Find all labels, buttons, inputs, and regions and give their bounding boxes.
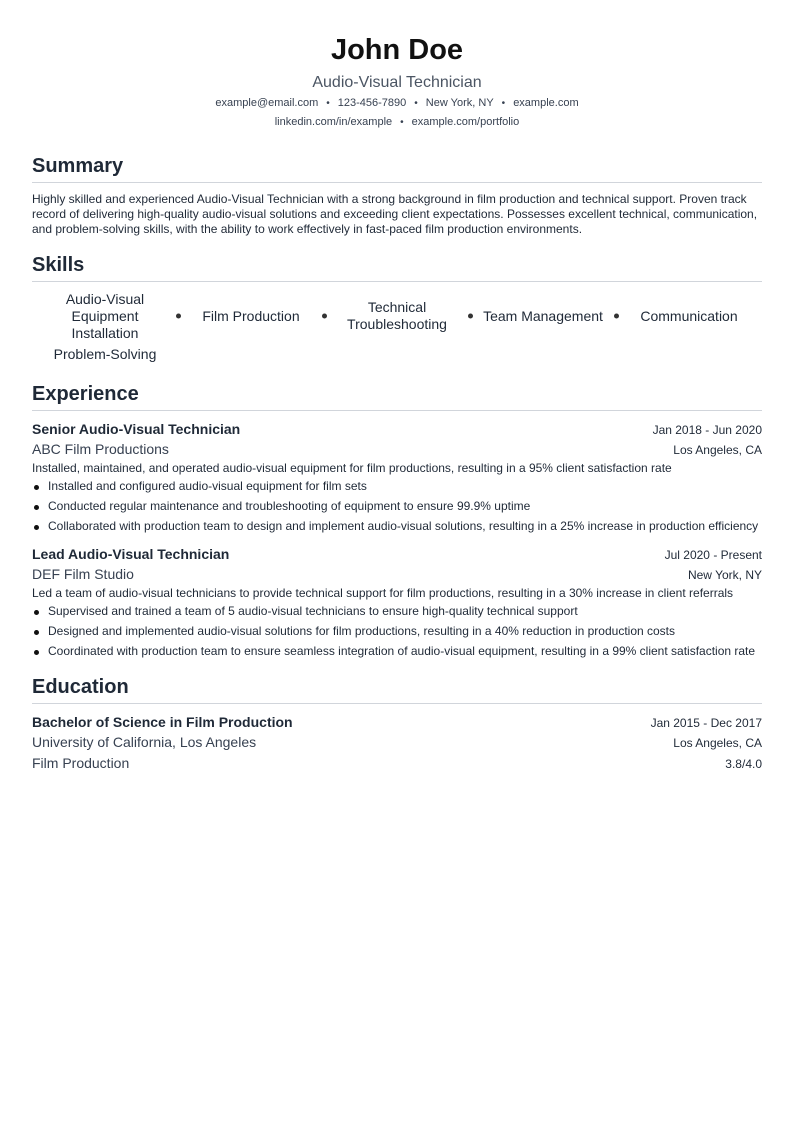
contact-separator: • xyxy=(501,98,506,109)
entry-company-row xyxy=(32,564,762,585)
summary-heading: Summary xyxy=(32,154,762,183)
job-bullets xyxy=(32,479,762,534)
education-section xyxy=(32,675,762,774)
contact-row-1 xyxy=(32,94,762,113)
contact-phone[interactable]: 123-456-7890 xyxy=(337,97,407,109)
contact-linkedin[interactable]: linkedin.com/in/example xyxy=(274,116,393,128)
company-name: DEF Film Studio xyxy=(32,566,134,582)
skill-label: Team Management xyxy=(483,307,603,324)
summary-section xyxy=(32,154,762,237)
entry-header-row xyxy=(32,419,762,439)
gpa: 3.8/4.0 xyxy=(725,757,762,771)
contact-portfolio[interactable]: example.com/portfolio xyxy=(411,116,520,128)
job-title: Senior Audio-Visual Technician xyxy=(32,421,241,437)
skill-label: Audio-Visual Equipment Installation xyxy=(65,290,145,341)
bullet-text: Conducted regular maintenance and troubleshooting of equipment to ensure 99.9% uptime xyxy=(48,499,531,513)
skill-item xyxy=(324,290,470,342)
company-name: ABC Film Productions xyxy=(32,441,169,457)
bullet-text: Collaborated with production team to design and implement audio-visual solutions, resulting in a 25% increase in production efficiency xyxy=(48,519,759,533)
contact-location: New York, NY xyxy=(425,97,494,109)
bullet-item xyxy=(32,624,762,639)
candidate-name: John Doe xyxy=(330,34,464,66)
skill-item xyxy=(616,290,762,342)
edu-dates: Jan 2015 - Dec 2017 xyxy=(650,716,762,730)
experience-entry xyxy=(32,419,762,534)
skill-item xyxy=(32,342,178,366)
edu-header-row xyxy=(32,712,762,732)
skill-label: Film Production xyxy=(202,307,300,324)
bullet-item xyxy=(32,519,762,534)
education-entry xyxy=(32,712,762,774)
job-dates: Jan 2018 - Jun 2020 xyxy=(652,423,762,437)
contact-separator: • xyxy=(400,117,404,128)
edu-field-row xyxy=(32,753,762,774)
edu-school-row xyxy=(32,732,762,753)
bullet-text: Supervised and trained a team of 5 audio-visual technicians to ensure high-quality technical support xyxy=(48,604,578,618)
bullet-item xyxy=(32,499,762,514)
bullet-dot xyxy=(34,485,39,490)
contact-website[interactable]: example.com xyxy=(513,97,579,109)
summary-text: Highly skilled and experienced Audio-Visual Technician with a strong background in film production and technical support. Proven track record of delivering high-quality audio-visual solutions and exceeding client expectations. Possesses excellent technical, communication, and problem-solving skills, with the ability to work effectively in fast-paced film production environments. xyxy=(32,192,758,236)
bullet-dot xyxy=(34,610,39,615)
entry-header-row xyxy=(32,544,762,564)
job-dates: Jul 2020 - Present xyxy=(664,548,762,562)
skill-label: Communication xyxy=(640,307,738,324)
bullet-item xyxy=(32,479,762,494)
bullet-dot xyxy=(34,650,39,655)
experience-heading: Experience xyxy=(32,382,762,411)
contact-email[interactable]: example@email.com xyxy=(215,97,319,109)
contact-separator: • xyxy=(326,98,330,109)
job-title: Lead Audio-Visual Technician xyxy=(32,546,230,562)
skill-label: Technical Troubleshooting xyxy=(347,299,447,332)
skills-heading: Skills xyxy=(32,253,762,282)
job-description: Installed, maintained, and operated audio-visual equipment for film productions, resulting in a 95% client satisfaction rate xyxy=(32,461,672,475)
entry-company-row xyxy=(32,439,762,460)
job-bullets xyxy=(32,604,762,659)
education-heading: Education xyxy=(32,675,762,704)
job-location: Los Angeles, CA xyxy=(673,443,762,457)
bullet-text: Installed and configured audio-visual equipment for film sets xyxy=(48,479,367,493)
degree-name: Bachelor of Science in Film Production xyxy=(32,714,293,730)
bullet-dot xyxy=(34,525,39,530)
job-description: Led a team of audio-visual technicians to provide technical support for film productions, resulting in a 30% increase in client referrals xyxy=(32,586,734,600)
candidate-title: Audio-Visual Technician xyxy=(312,74,482,91)
bullet-text: Designed and implemented audio-visual solutions for film productions, resulting in a 40% reduction in production costs xyxy=(48,624,676,638)
experience-entry xyxy=(32,544,762,659)
bullet-text: Coordinated with production team to ensure seamless integration of audio-visual equipment, resulting in a 99% client satisfaction rate xyxy=(48,644,756,658)
school-name: University of California, Los Angeles xyxy=(32,734,257,750)
skill-item xyxy=(32,290,178,342)
bullet-dot xyxy=(34,630,39,635)
skills-section xyxy=(32,253,762,366)
contact-separator: • xyxy=(414,98,418,109)
bullet-item xyxy=(32,604,762,619)
resume-header xyxy=(32,0,762,132)
skill-item xyxy=(470,290,616,342)
contact-row-2 xyxy=(32,113,762,132)
job-location: New York, NY xyxy=(687,568,762,582)
bullet-item xyxy=(32,644,762,659)
skill-item xyxy=(178,290,324,342)
skill-label: Problem-Solving xyxy=(53,345,157,362)
field-of-study: Film Production xyxy=(32,755,130,771)
school-location: Los Angeles, CA xyxy=(673,736,762,750)
experience-section xyxy=(32,382,762,659)
bullet-dot xyxy=(34,505,39,510)
skills-list xyxy=(32,290,762,366)
